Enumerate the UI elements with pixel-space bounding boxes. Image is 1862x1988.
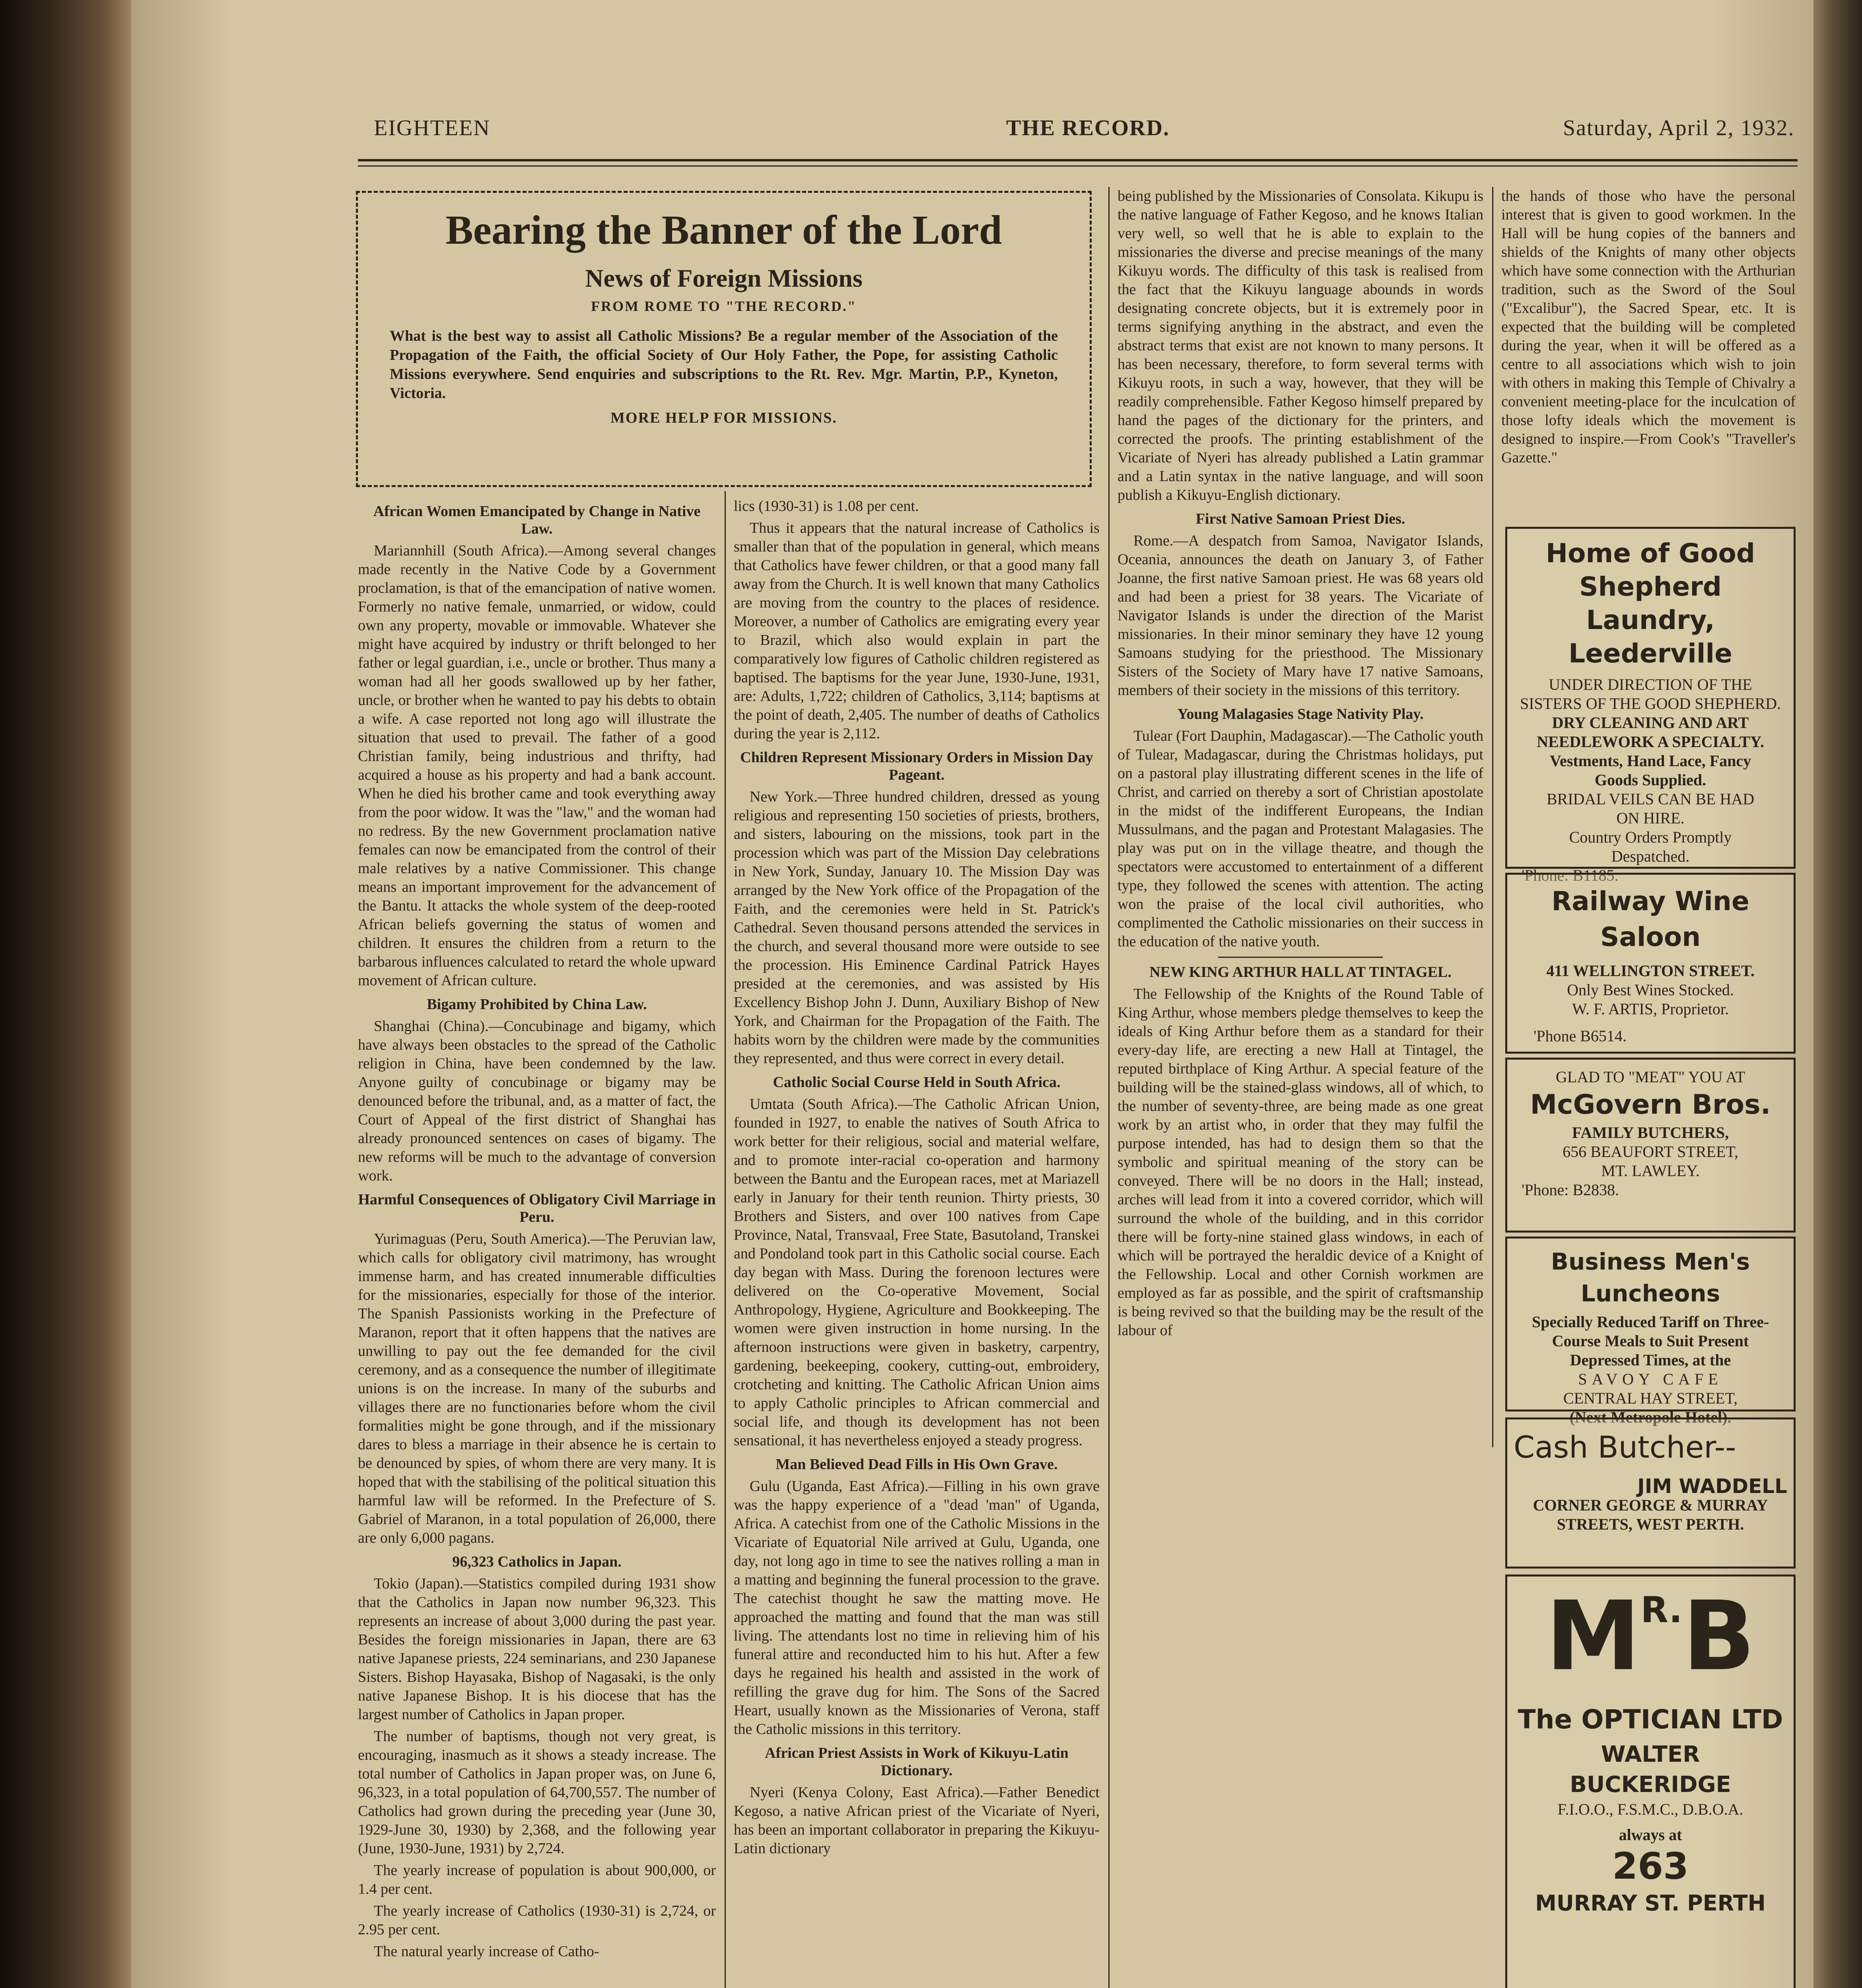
article-heading: Children Represent Missionary Orders in Mission Day Pageant. (740, 749, 1093, 783)
page-edge (1813, 0, 1862, 1988)
article-heading: Harmful Consequences of Obligatory Civil Marriage in Peru. (358, 1191, 716, 1225)
article-paragraph: lics (1930-31) is 1.08 per cent. (734, 498, 919, 514)
ad-phone: 'Phone: B2838. (1522, 1181, 1619, 1199)
ad-line: DRY CLEANING AND ART (1552, 714, 1749, 732)
article-heading: NEW KING ARTHUR HALL AT TINTAGEL. (1149, 964, 1452, 980)
ad-line: CORNER GEORGE & MURRAY (1533, 1496, 1768, 1514)
article-paragraph: being published by the Missionaries of Consolata. Kikupu is the native language of Father Kegoso, and he knows Italian very well, so well that he is able to explain to the missionaries the diverse and precise meanings of the many Kikuyu words. The difficulty of this task is realised from the fact that the Kikuyu language abounds in words designating concrete objects, but it is extremely poor in terms signifying anything in the abstract, and even the abstract terms that exist are not known to many persons. It has been necessary, therefore, to form several terms with Kikuyu roots, in such a way, however, that they will be readily comprehensible. Father Kegoso himself prepared by hand the pages of the dictionary for the printers, and corrected the proofs. The printing establishment of the Vicariate of Nyeri has already published a Latin grammar and a Latin syntax in the native language, and will soon publish a Kikuyu-English dictionary. (1118, 188, 1483, 503)
article-paragraph: Gulu (Uganda, East Africa).—Filling in his own grave was the happy experience of a "dead 'man" of Uganda, Africa. A catechist from one of the Catholic Missions in the Vicariate of Equatorial Nile arrived at Gulu, Uganda, one day, not long ago in time to see the natives rolling a man in a matting and beginning the funeral procession to the grave. The catechist thought he saw the matting move. He approached the matting and found that the man was still living. The attendants lost no time in relieving him of his funeral attire and reconducted him to his hut. After a few days he regained his health and assisted in the work of refilling the grave dug for him. The Sons of the Sacred Heart, usually known as the Missionaries of Verona, staff the Catholic missions in this territory. (734, 1478, 1100, 1738)
ad-line: SISTERS OF THE GOOD SHEPHERD. (1520, 695, 1781, 712)
column-rule (1108, 187, 1110, 1988)
article-paragraph: Rome.—A despatch from Samoa, Navigator Islands, Oceania, announces the death on January 3, of Father Joanne, the first native Samoan priest. He was 68 years old and had been a priest for 38 years. The Vicariate of Navigator Islands is under the direction of the Marist missionaries. In their minor seminary they have 12 young Samoans studying for the priesthood. The Missionary Sisters of the Society of Mary have 17 native Samoans, members of their society in the missions of this territory. (1118, 532, 1483, 699)
ad-title: Cash Butcher-- (1514, 1429, 1736, 1465)
ad-title: McGovern Bros. (1530, 1089, 1771, 1120)
ad-line: Vestments, Hand Lace, Fancy (1549, 752, 1751, 770)
column-2 (734, 497, 1100, 1988)
page-number: EIGHTEEN (374, 116, 490, 140)
article-heading: Bigamy Prohibited by China Law. (427, 996, 647, 1013)
article-paragraph: The yearly increase of Catholics (1930-31) is 2,724, or 2.95 per cent. (358, 1903, 716, 1938)
ad-mr-b-optician (1505, 1574, 1796, 1988)
ad-line: FAMILY BUTCHERS, (1572, 1124, 1729, 1142)
article-paragraph: Mariannhill (South Africa).—Among several changes made recently in the Native Code by a Government proclamation, is that of the emancipation of native women. Formerly no native female, unmarried, or widow, could own any property, movable or immovable. Whatever she might have acquired by industry or thrift belonged to her father or legal guardian, i.e., uncle or brother. Thus many a woman had all her goods swallowed up by her father, uncle, or brother when he wanted to pay his debts to obtain a wife. A case reported not long ago will illustrate the situation that used to prevail. The father of a good Christian family, being industrious and thrifty, had acquired a house as his property and had a bank account. When he died his brother came and took everything away from the poor widow. It was the "law," and the woman had no redress. By the new Government proclamation native females can now be emancipated from the control of their male relatives by a native Commissioner. This change means an important improvement for the advancement of the Bantu. It attacks the whole system of the deep-rooted African beliefs governing the status of women and children. It ensures the children from a return to the barbarous influences calculated to retard the whole upward movement of African culture. (358, 542, 716, 989)
ad-line: F.I.O.O., F.S.M.C., D.B.O.A. (1557, 1800, 1743, 1818)
ad-good-shepherd-laundry (1505, 527, 1796, 884)
ad-title: Laundry, Leederville (1569, 605, 1732, 669)
article-paragraph: The number of baptisms, though not very great, is encouraging, inasmuch as it shows a steady increase. The total number of Catholics in Japan proper was, on June 6, 96,323, in a total population of 64,700,557. The number of Catholics had grown during the preceding year (June 30, 1929-June 30, 1930) by 2,368, and the following year (June, 1930-June, 1931) by 2,724. (358, 1728, 716, 1857)
ad-line: Depressed Times, at the (1570, 1351, 1731, 1369)
ad-line: Specially Reduced Tariff on Three- (1532, 1313, 1769, 1331)
book-binding (0, 0, 131, 1988)
ad-line: CENTRAL HAY STREET, (1563, 1389, 1738, 1407)
ad-line: 411 WELLINGTON STREET. (1546, 962, 1755, 980)
article-heading: First Native Samoan Priest Dies. (1195, 511, 1405, 527)
ad-line: Despatched. (1611, 847, 1690, 865)
masthead-more-help: MORE HELP FOR MISSIONS. (610, 410, 837, 426)
article-heading: Man Believed Dead Fills in His Own Grave. (776, 1456, 1058, 1473)
ad-line: W. F. ARTIS, Proprietor. (1572, 1000, 1729, 1018)
masthead-title: Bearing the Banner of the Lord (445, 207, 1002, 253)
mission-news-masthead (356, 191, 1092, 487)
ad-line: JIM WADDELL (1637, 1475, 1787, 1498)
ad-line: SAVOY CAFE (1578, 1370, 1723, 1388)
ad-title: Home of Good Shepherd (1545, 538, 1755, 602)
header-rule-thin (358, 165, 1798, 167)
column-rule (725, 491, 726, 1988)
column-1 (358, 497, 716, 1988)
article-paragraph: Yurimaguas (Peru, South America).—The Peruvian law, which calls for obligatory civil matrimony, has wrought immense harm, and has created innumerable difficulties for the missionaries, especially for those of the interior. The Spanish Passionists working in the Prefecture of Maranon, report that it often happens that the natives are unwilling to pay out the fee demanded for the civil ceremony, and as a consequence the number of illegitimate unions is on the increase. In many of the suburbs and villages there are no functionaries before whom the civil formalities might be gone through, and if the missionary dares to bless a marriage in their absence he is certain to be denounced by spies, of whom there are very many. It is hoped that with the stabilising of the political situation this harmful law will be reformed. In the Prefecture of S. Gabriel of Maranon, in a total population of 26,000, there are only 6,000 pagans. (358, 1231, 716, 1546)
ad-line: BUCKERIDGE (1570, 1772, 1731, 1798)
article-paragraph: The yearly increase of population is about 900,000, or 1.4 per cent. (358, 1862, 716, 1897)
ad-line: MURRAY ST. PERTH (1535, 1891, 1766, 1916)
article-heading: Young Malagasies Stage Nativity Play. (1177, 706, 1424, 722)
issue-date: Saturday, April 2, 1932. (1563, 116, 1795, 140)
ad-line: Course Meals to Suit Present (1552, 1332, 1749, 1350)
ad-line: Only Best Wines Stocked. (1567, 981, 1734, 999)
ad-line: UNDER DIRECTION OF THE (1549, 676, 1752, 693)
ad-title: The OPTICIAN LTD (1518, 1704, 1783, 1735)
ad-cash-butcher (1505, 1417, 1796, 1569)
article-paragraph: The Fellowship of the Knights of the Round Table of King Arthur, whose members pledge themselves to keep the ideals of King Arthur before them as a standard for their every-day life, are erecting a new Hall at Tintagel, the reputed birthplace of King Arthur. A special feature of the building will be the stained-glass windows, all of which, to the number of seventy-three, are being made as one great work by an artist who, in order that they may fulfil the purpose intended, has had to design them so that the symbolic and spiritual meaning of the story can be conveyed. There will be no doors in the Hall; instead, arches will lead from it into a covered corridor, which will surround the whole of the building, and in this corridor there will be forty-nine stained glass windows, in each of which will be portrayed the heraldic device of a Knight of the Fellowship. Local and other Cornish workmen are employed as far as possible, and the spirit of craftsmanship is being revived so that the building may be the result of the labour of (1118, 986, 1483, 1339)
ad-line: (Next Metropole Hotel). (1569, 1408, 1732, 1426)
ad-line: always at (1619, 1826, 1682, 1844)
ad-line: STREETS, WEST PERTH. (1557, 1515, 1744, 1533)
article-paragraph: Shanghai (China).—Concubinage and bigamy, which have always been obstacles to the spread of the Catholic religion in China, have been condemned by the law. Anyone guilty of concubinage or bigamy may be denounced before the tribunal, and, as a matter of fact, the Court of Appeal of the first district of Shanghai has already pronounced sentences on cases of bigamy. The new reforms will be much to the advantage of conversion work. (358, 1018, 716, 1184)
article-heading: 96,323 Catholics in Japan. (452, 1553, 622, 1570)
article-heading: African Women Emancipated by Change in Native Law. (373, 503, 701, 537)
article-paragraph: Umtata (South Africa).—The Catholic African Union, founded in 1927, to enable the natives of South Africa to work better for their religious, social and material welfare, and to promote inter-racial co-operation and harmony between the Bantu and the European races, met at Mariazell early in January for their tenth reunion. Thirty priests, 30 Brothers and Sisters, and over 100 natives from Cape Province, Natal, Transvaal, Free State, Basutoland, Transkei and Pondoland took part in this Catholic social course. Each day began with Mass. During the forenoon lectures were delivered on the Co-operative Movement, Social Anthropology, Hygiene, Agriculture and Bookkeeping. The women were given instruction in home nursing. In the afternoon instructions were given in basketry, carpentry, gardening, beekeeping, cookery, cutting-out, embroidery, crotcheting and knitting. The Catholic African Union aims to apply Catholic principles to African commercial and social life, and though its development has not been sensational, it has nevertheless enjoyed a steady progress. (734, 1096, 1100, 1449)
article-paragraph: Tulear (Fort Dauphin, Madagascar).—The Catholic youth of Tulear, Madagascar, during the Christmas holidays, put on a pastoral play illustrating different scenes in the life of Christ, and carried on thereby a sort of Christian apostolate in the midst of the indifferent Europeans, the Indian Mussulmans, and the pagan and Protestant Malagasies. The play was put on in the village theatre, and though the spectators were accustomed to entertainment of a different type, they followed the scenes with attention. The acting won the praise of the local civil authorities, who complimented the Catholic missionaries on their success in the education of the native youth. (1118, 728, 1483, 950)
article-paragraph: New York.—Three hundred children, dressed as young religious and representing 150 societies of priests, brothers, and sisters, labouring on the missions, took part in the procession which was part of the Mission Day celebrations in New York, Sunday, January 10. The Mission Day was arranged by the New York office of the Propagation of the Faith, and the ceremonies were held in St. Patrick's Cathedral. Seven thousand persons attended the services in the church, and several thousand more were outside to see the procession. His Eminence Cardinal Patrick Hayes presided at the ceremonies, and was assisted by His Excellency Bishop John J. Dunn, Auxiliary Bishop of New York, and Chairman for the Propagation of the Faith. The habits worn by the children were made by the communities they represented, and thus were correct in every detail. (734, 788, 1100, 1067)
ad-line: BRIDAL VEILS CAN BE HAD (1546, 790, 1755, 808)
ad-railway-wine-saloon (1505, 873, 1796, 1054)
article-heading: Catholic Social Course Held in South Africa. (773, 1074, 1061, 1091)
article-paragraph: Nyeri (Kenya Colony, East Africa).—Father Benedict Kegoso, a native African priest of the Vicariate of Nyeri, has been an important collaborator in preparing the Kikuyu-Latin dictionary (734, 1784, 1100, 1857)
article-paragraph: Tokio (Japan).—Statistics compiled during 1931 show that the Catholics in Japan now number 96,323. This represents an increase of about 3,000 during the past year. Besides the foreign missionaries in Japan, there are 63 native Japanese priests, 224 seminarians, and 230 Japanese Sisters. Bishop Hayasaka, Bishop of Nagasaki, is the only native Japanese Bishop. It is his diocese that has the largest number of Catholics in Japan proper. (358, 1575, 716, 1723)
header-rule (358, 159, 1798, 161)
logo-letter: B (1682, 1580, 1755, 1692)
ad-line: NEEDLEWORK A SPECIALTY. (1537, 733, 1764, 751)
ad-mcgovern-bros (1505, 1058, 1796, 1233)
ad-phone: 'Phone B6514. (1534, 1027, 1627, 1045)
ad-line: 263 (1612, 1845, 1689, 1887)
column-rule (1492, 187, 1493, 1447)
column-3 (1118, 187, 1483, 1443)
article-paragraph: Thus it appears that the natural increase of Catholics is smaller than that of the population in general, which means that Catholics have fewer children, or that a good many fall away from the Church. It is well known that many Catholics are moving from the country to the places of residence. Moreover, a number of Catholics are emigrating every year to Brazil, which also would explain in part the comparatively low figures of Catholic children registered as baptised. The baptisms for the year June, 1930-June, 1931, are: Adults, 1,722; children of Catholics, 3,114; baptisms at the point of death, 2,405. The number of deaths of Catholics during the year is 2,112. (734, 520, 1100, 742)
masthead-subtitle: News of Foreign Missions (585, 264, 863, 292)
ad-line: Goods Supplied. (1594, 771, 1707, 789)
ad-phone: 'Phone: B1185. (1522, 866, 1619, 884)
section-divider (1218, 957, 1383, 958)
newspaper-name: THE RECORD. (1006, 116, 1170, 140)
ad-line: MT. LAWLEY. (1601, 1162, 1700, 1180)
ad-title: Railway Wine Saloon (1551, 886, 1749, 952)
ad-line: WALTER (1601, 1741, 1700, 1767)
ad-line: 656 BEAUFORT STREET, (1563, 1143, 1738, 1161)
ad-line: Country Orders Promptly (1569, 828, 1732, 846)
logo-letter: R. (1640, 1589, 1683, 1631)
masthead-from-line: FROM ROME TO "THE RECORD." (591, 298, 857, 314)
ad-savoy-cafe (1505, 1237, 1796, 1426)
ad-logo-mr-b (1514, 1580, 1787, 1692)
masthead-appeal-text: What is the best way to assist all Catholic Missions? Be a regular member of the Association of the Propagation of the Faith, the official Society of Our Holy Father, the Pope, for assisting Catholic Missions everywhere. Send enquiries and subscriptions to the Rt. Rev. Mgr. Martin, P.P., Kyneton, Victoria. (390, 328, 1058, 402)
article-heading: African Priest Assists in Work of Kikuyu-Latin Dictionary. (765, 1745, 1069, 1779)
column-4 (1501, 187, 1796, 521)
ad-line: GLAD TO "MEAT" YOU AT (1555, 1068, 1745, 1086)
article-paragraph: The natural yearly increase of Catho- (374, 1943, 599, 1960)
ad-title: Business Men's Luncheons (1551, 1248, 1750, 1307)
article-paragraph: the hands of those who have the personal interest that is given to good workmen. In the Hall will be hung copies of the banners and shields of the Knights of many other objects which have some connection with the Arthurian tradition, such as the Sword of the Soul ("Excalibur"), the Sacred Spear, etc. It is expected that the building will be completed during the year, when it will be offered as a centre to all associations which wish to join with others in making this Temple of Chivalry a convenient meeting-place for the inculcation of those lofty ideals which the movement is designed to inspire.—From Cook's "Traveller's Gazette." (1501, 188, 1796, 466)
ad-line: ON HIRE. (1616, 809, 1685, 827)
logo-letter: M (1545, 1580, 1641, 1692)
